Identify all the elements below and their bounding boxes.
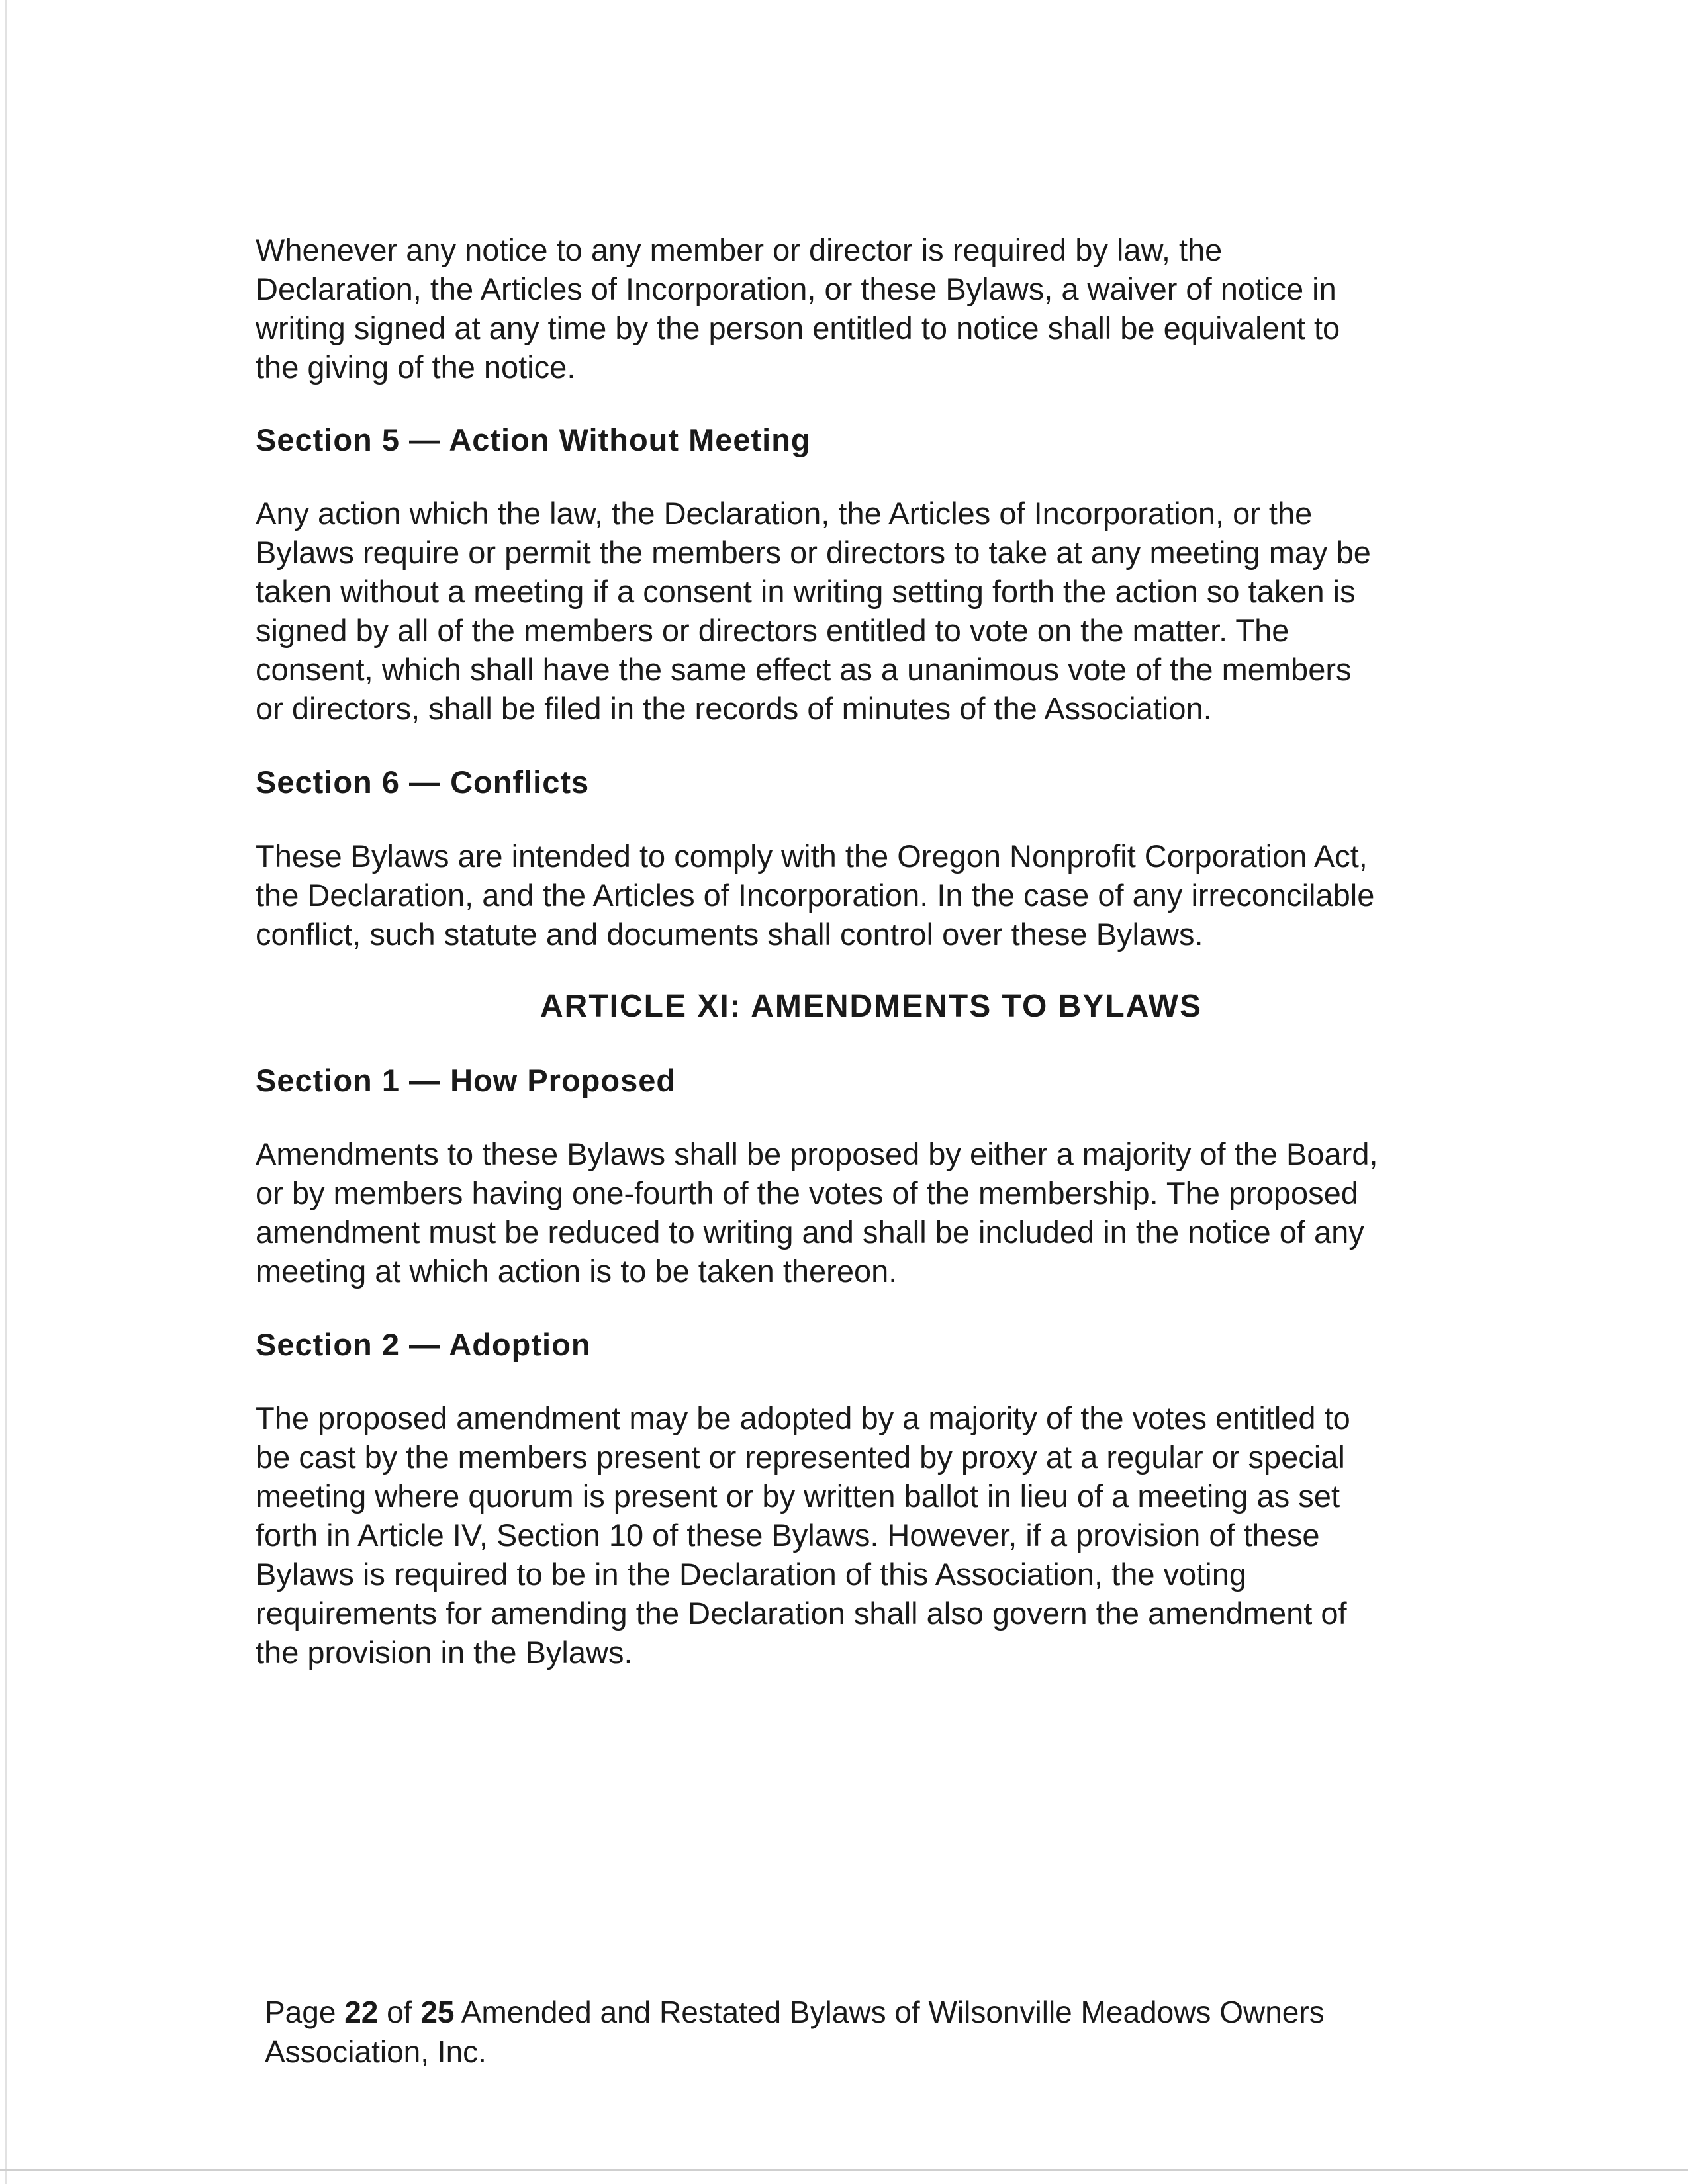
page-footer (265, 1992, 1523, 2071)
section-5-body: Any action which the law, the Declaration, the Articles of Incorporation, or the Bylaws require or permit the members or directors to take at any meeting may be taken without a meeting if a consent in writing setting forth the action so taken is signed by all of the members or directors entitled to vote on the matter. The consent, which shall have the same effect as a unanimous vote of the members or directors, shall be filed in the records of minutes of the Association. (256, 496, 1371, 726)
section-2-heading: Section 2 — Adoption (256, 1327, 591, 1362)
section-6-heading: Section 6 — Conflicts (256, 764, 590, 799)
footer-page-total: 25 (420, 1995, 455, 2029)
page-content (256, 230, 1487, 1672)
section-1-body: Amendments to these Bylaws shall be proposed by either a majority of the Board, or by members having one-fourth of the votes of the membership. The proposed amendment must be reduced to writing and shall be included in the notice of any meeting at which action is to be taken thereon. (256, 1136, 1378, 1289)
footer-of-label: of (387, 1995, 412, 2029)
scan-edge-left (5, 0, 7, 2184)
footer-title-line-1: Amended and Restated Bylaws of Wilsonville Meadows Owners (461, 1995, 1325, 2029)
article-xi-title: ARTICLE XI: AMENDMENTS TO BYLAWS (540, 989, 1202, 1024)
footer-page-number: 22 (344, 1995, 379, 2029)
section-6-body: These Bylaws are intended to comply with the Oregon Nonprofit Corporation Act, the Declaration, and the Articles of Incorporation. In the case of any irreconcilable conflict, such statute and documents shall control over these Bylaws. (256, 839, 1375, 952)
footer-page-label: Page (265, 1995, 336, 2029)
scan-edge-bottom (0, 2169, 1688, 2171)
section-2-body: The proposed amendment may be adopted by a majority of the votes entitled to be cast by the members present or represented by proxy at a regular or special meeting where quorum is present or by written ballot in lieu of a meeting as set forth in Article IV, Section 10 of these Bylaws. However, if a provision of these Bylaws is required to be in the Declaration of this Association, the voting requirements for amending the Declaration shall also govern the amendment of the provision in the Bylaws. (256, 1400, 1350, 1670)
footer-title-line-2: Association, Inc. (265, 2034, 487, 2069)
section-1-heading: Section 1 — How Proposed (256, 1063, 677, 1098)
section-5-heading: Section 5 — Action Without Meeting (256, 422, 811, 457)
footer-line-1 (265, 1992, 1523, 2032)
intro-paragraph: Whenever any notice to any member or director is required by law, the Declaration, the Articles of Incorporation, or these Bylaws, a waiver of notice in writing signed at any time by the person entitled to notice shall be equivalent to the giving of the notice. (256, 232, 1340, 385)
